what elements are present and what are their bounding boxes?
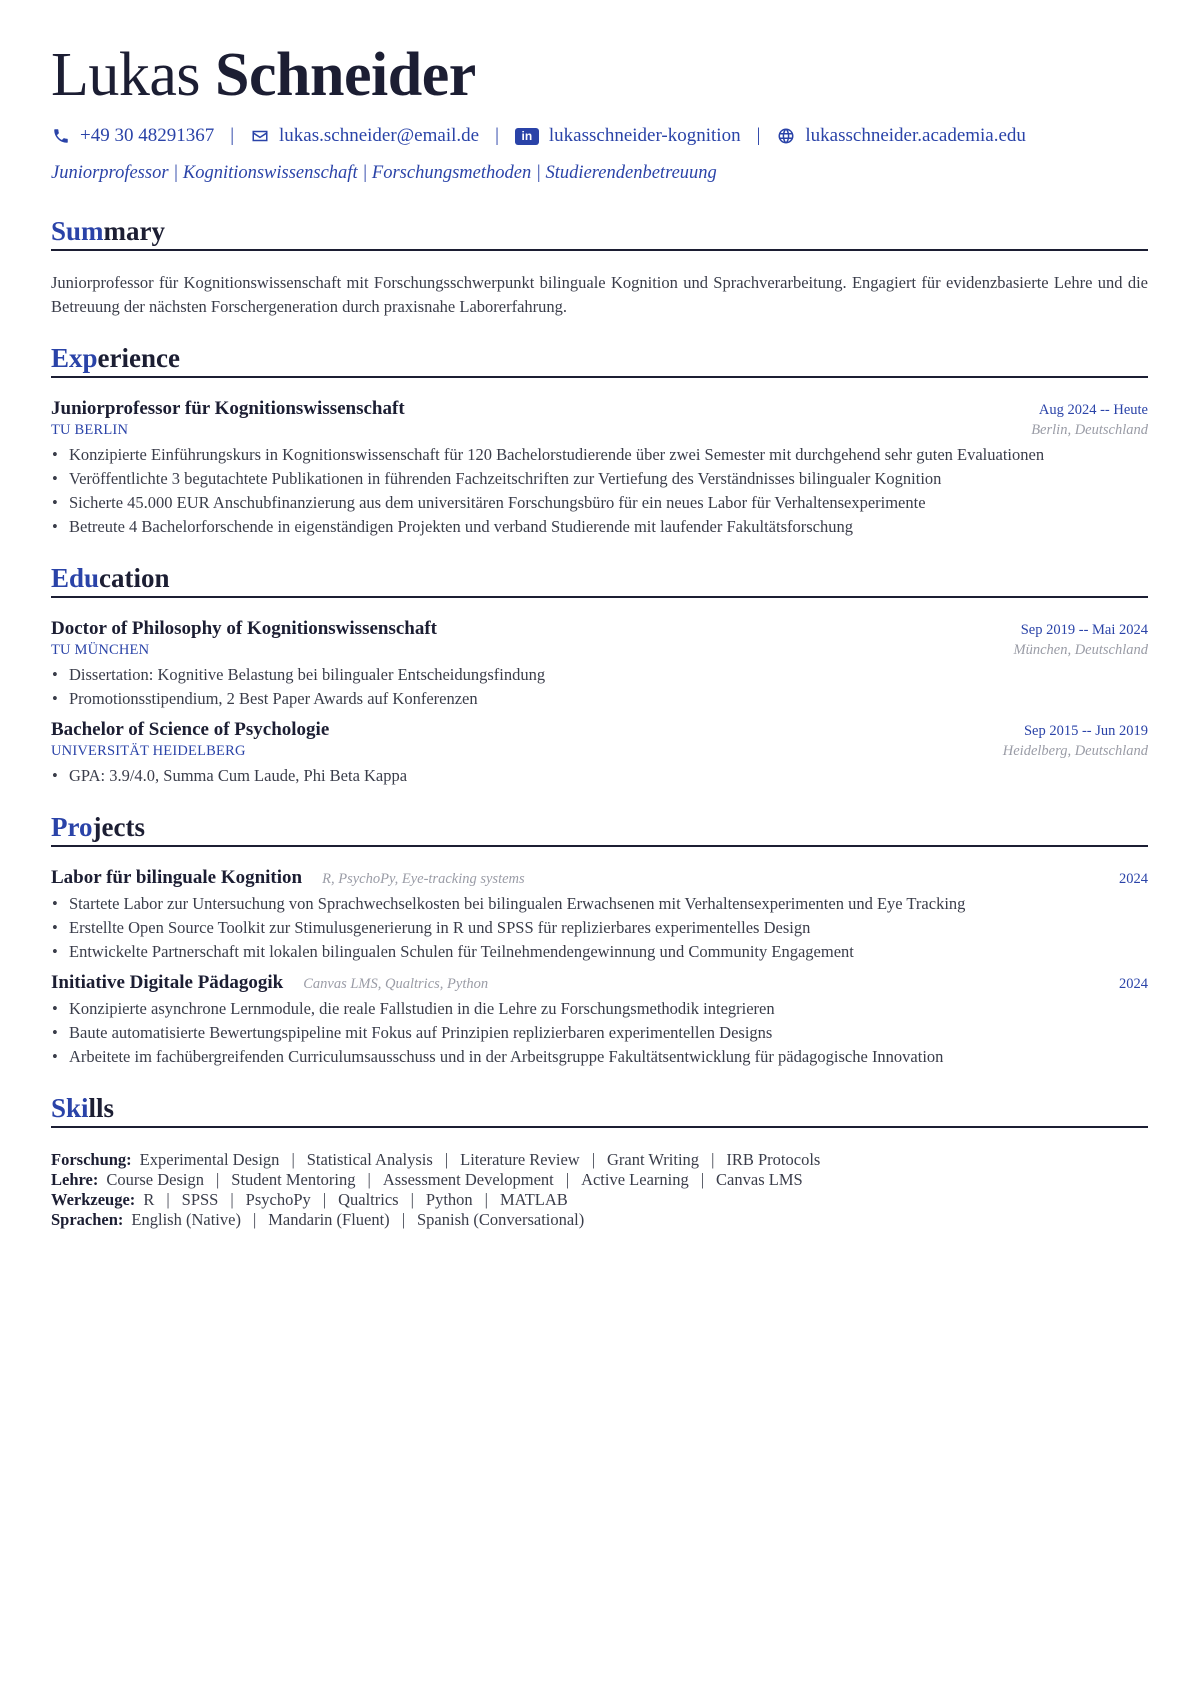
contact-linkedin[interactable] (515, 125, 741, 147)
heading-rest: lls (88, 1093, 115, 1123)
entry-date: Sep 2015 -- Jun 2019 (1023, 723, 1148, 739)
entry-location: Berlin, Deutschland (1031, 422, 1148, 438)
skill-item: MATLAB (499, 1190, 568, 1209)
skills-section (51, 1091, 1148, 1230)
heading-accent: Ski (51, 1093, 89, 1123)
separator: | (756, 125, 761, 146)
bullet-list (51, 663, 1148, 711)
separator: | (591, 1150, 595, 1169)
section-heading-education (51, 561, 1148, 598)
entry-organization: UNIVERSITÄT HEIDELBERG (51, 743, 246, 759)
list-item: • Konzipierte Einführungskurs in Kognitionswissenschaft für 120 Bachelorstudierende über zwei Semester mit durchgehend sehr guten Evaluationen (51, 443, 1148, 467)
skill-item: Canvas LMS (716, 1170, 803, 1189)
mail-icon (250, 126, 270, 146)
list-item: • Veröffentlichte 3 begutachtete Publikationen in führenden Fachzeitschriften zur Vertiefung des Verständnisses bilingualer Kognition (51, 467, 1148, 491)
list-item: • Baute automatisierte Bewertungspipeline mit Fokus auf Prinzipien replizierbaren experimentellen Designs (51, 1021, 1148, 1045)
contact-bar (51, 124, 1148, 148)
education-entry (51, 719, 1148, 788)
separator: | (700, 1170, 705, 1189)
separator: | (230, 1190, 234, 1209)
separator: | (484, 1190, 488, 1209)
skills-list (51, 1150, 1148, 1230)
skill-item: PsychoPy (245, 1190, 311, 1209)
heading-accent: Pro (51, 812, 93, 842)
summary-section (51, 214, 1148, 319)
list-item: • Erstellte Open Source Toolkit zur Stimulusgenerierung in R und SPSS für replizierbares experimentelles Design (51, 916, 1148, 940)
entry-location: München, Deutschland (1013, 642, 1148, 658)
separator: | (565, 1170, 570, 1189)
skill-row (51, 1190, 1148, 1210)
heading-accent: Sum (51, 216, 104, 246)
skill-row (51, 1210, 1148, 1230)
bullet-list (51, 443, 1148, 539)
skill-item: English (Native) (131, 1210, 241, 1229)
separator: | (410, 1190, 414, 1209)
list-item: • Betreute 4 Bachelorforschende in eigenständigen Projekten und verband Studierende mit laufender Fakultätsforschung (51, 515, 1148, 539)
section-heading-summary (51, 214, 1148, 251)
skill-item: Statistical Analysis (306, 1150, 433, 1169)
phone-icon (51, 126, 71, 146)
bullet-list (51, 997, 1148, 1069)
entry-date: 2024 (1119, 976, 1148, 992)
first-name: Lukas (51, 41, 201, 109)
heading-rest: erience (97, 343, 180, 373)
separator: | (367, 1170, 371, 1189)
list-item: • GPA: 3.9/4.0, Summa Cum Laude, Phi Beta Kappa (51, 764, 1148, 788)
separator: | (230, 125, 235, 146)
education-entry (51, 618, 1148, 711)
skill-item: Mandarin (Fluent) (268, 1210, 390, 1229)
separator: | (322, 1190, 327, 1209)
section-heading-experience (51, 341, 1148, 378)
candidate-name (51, 40, 1148, 110)
skill-item: R (143, 1190, 155, 1209)
list-item: • Sicherte 45.000 EUR Anschubfinanzierung aus dem universitären Forschungsbüro für ein neues Labor für Verhaltensexperimente (51, 491, 1148, 515)
entry-date: 2024 (1119, 871, 1148, 887)
contact-phone[interactable] (51, 125, 214, 147)
skill-item: Active Learning (581, 1170, 689, 1189)
skill-item: Course Design (106, 1170, 204, 1189)
project-entry (51, 972, 1148, 1069)
entry-tech-stack: R, PsychoPy, Eye-tracking systems (322, 871, 525, 887)
separator: | (444, 1150, 449, 1169)
last-name: Schneider (215, 41, 476, 109)
section-heading-skills (51, 1091, 1148, 1128)
resume-page (51, 40, 1148, 1230)
list-item: • Entwickelte Partnerschaft mit lokalen bilingualen Schulen für Teilnehmendengewinnung und Community Engagement (51, 940, 1148, 964)
skill-item: Literature Review (460, 1150, 580, 1169)
section-heading-projects (51, 810, 1148, 847)
skill-item: Experimental Design (139, 1150, 280, 1169)
skill-category: Sprachen: (51, 1210, 124, 1229)
tagline: Juniorprofessor | Kognitionswissenschaft | Forschungsmethoden | Studierendenbetreuung (51, 163, 717, 183)
experience-entry (51, 398, 1148, 539)
skill-category: Lehre: (51, 1170, 99, 1189)
skill-item: Grant Writing (607, 1150, 700, 1169)
entry-location: Heidelberg, Deutschland (1002, 743, 1148, 759)
skill-row (51, 1170, 1148, 1190)
skill-item: Student Mentoring (231, 1170, 356, 1189)
entry-date: Aug 2024 -- Heute (1038, 402, 1148, 418)
summary-text: Juniorprofessor für Kognitionswissenschaft mit Forschungsschwerpunkt bilinguale Kognition und Sprachverarbeitung. Engagiert für evidenzbasierte Lehre und die Betreuung der nächsten Forschergeneration durch praxisnahe Laborerfahrung. (51, 273, 1148, 316)
skill-row (51, 1150, 1148, 1170)
experience-section (51, 341, 1148, 539)
entry-title: Bachelor of Science of Psychologie (51, 719, 330, 740)
separator: | (166, 1190, 170, 1209)
phone-text: +49 30 48291367 (80, 125, 215, 146)
list-item: • Dissertation: Kognitive Belastung bei bilingualer Entscheidungsfindung (51, 663, 1148, 687)
separator: | (252, 1210, 257, 1229)
list-item: • Arbeitete im fachübergreifenden Curriculumsausschuss und in der Arbeitsgruppe Fakultätsentwicklung für pädagogische Innovation (51, 1045, 1148, 1069)
globe-icon (776, 126, 796, 146)
linkedin-text: lukasschneider-kognition (548, 125, 741, 146)
list-item: • Promotionsstipendium, 2 Best Paper Awards auf Konferenzen (51, 687, 1148, 711)
separator: | (711, 1150, 715, 1169)
list-item: • Konzipierte asynchrone Lernmodule, die reale Fallstudien in die Lehre zu Forschungsmethodik integrieren (51, 997, 1148, 1021)
bullet-list (51, 764, 1148, 788)
separator: | (401, 1210, 405, 1229)
bullet-list (51, 892, 1148, 964)
heading-rest: mary (103, 216, 166, 246)
projects-section (51, 810, 1148, 1069)
linkedin-icon: in (515, 128, 539, 145)
contact-website[interactable] (776, 125, 1026, 147)
email-text: lukas.schneider@email.de (279, 125, 480, 146)
skill-item: SPSS (181, 1190, 219, 1209)
entry-title: Labor für bilinguale Kognition (51, 867, 303, 888)
contact-email[interactable] (250, 125, 479, 147)
website-text: lukasschneider.academia.edu (805, 125, 1026, 146)
list-item: • Startete Labor zur Untersuchung von Sprachwechselkosten bei bilingualen Erwachsenen mit Verhaltensexperimenten und Eye Tracking (51, 892, 1148, 916)
skill-item: Qualtrics (338, 1190, 399, 1209)
entry-date: Sep 2019 -- Mai 2024 (1020, 622, 1148, 638)
entry-organization: TU BERLIN (51, 422, 129, 438)
skill-item: Assessment Development (382, 1170, 554, 1189)
separator: | (215, 1170, 220, 1189)
heading-rest: cation (99, 563, 170, 593)
skill-category: Werkzeuge: (51, 1190, 136, 1209)
separator: | (495, 125, 499, 146)
skill-item: Python (425, 1190, 473, 1209)
skill-item: IRB Protocols (726, 1150, 821, 1169)
entry-title: Doctor of Philosophy of Kognitionswissenschaft (51, 618, 438, 639)
heading-accent: Edu (51, 563, 100, 593)
heading-accent: Exp (51, 343, 98, 373)
project-entry (51, 867, 1148, 964)
heading-rest: jects (92, 812, 145, 842)
entry-title: Juniorprofessor für Kognitionswissenschaft (51, 398, 405, 419)
entry-organization: TU MÜNCHEN (51, 642, 150, 658)
entry-tech-stack: Canvas LMS, Qualtrics, Python (303, 976, 489, 992)
separator: | (291, 1150, 295, 1169)
skill-category: Forschung: (51, 1150, 132, 1169)
skill-item: Spanish (Conversational) (417, 1210, 585, 1229)
education-section (51, 561, 1148, 788)
entry-title: Initiative Digitale Pädagogik (51, 972, 284, 993)
